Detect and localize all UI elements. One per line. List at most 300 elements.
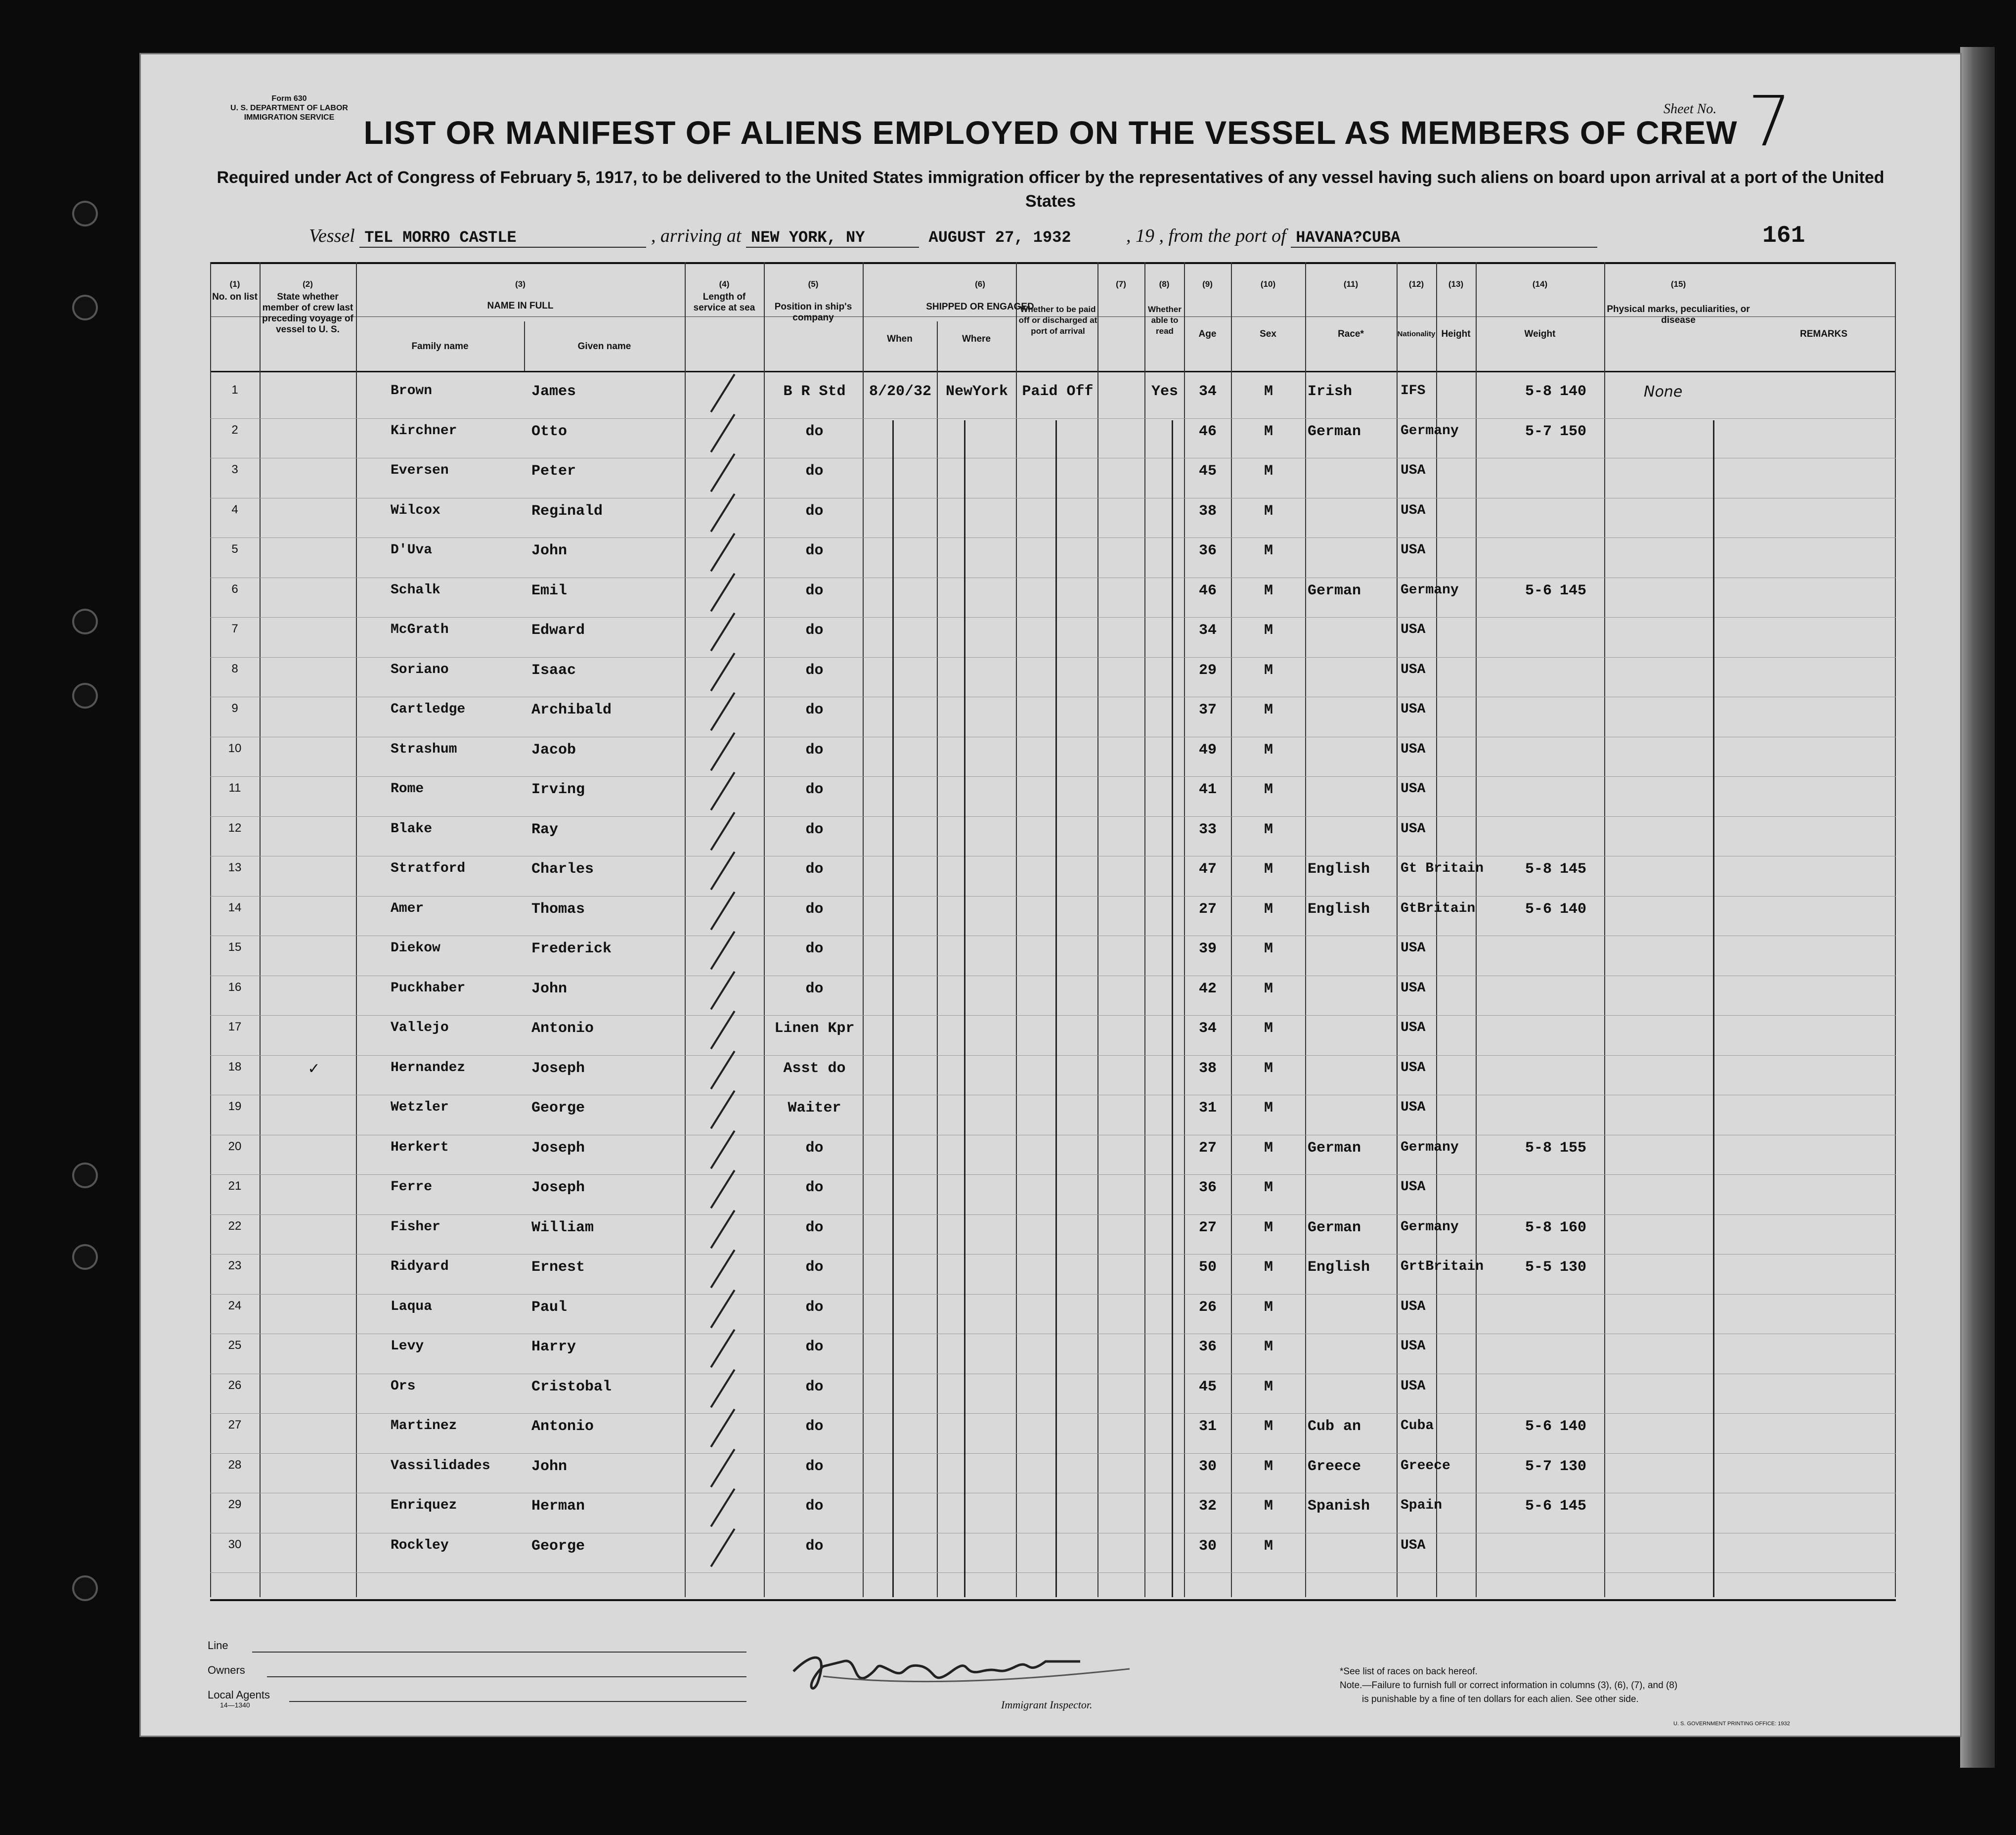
cell-race: Cub an [1308, 1418, 1361, 1435]
cell-position: do [805, 1298, 824, 1316]
cell-given: Ray [531, 821, 559, 838]
cell-given: Harry [531, 1339, 576, 1355]
cell-marks: None [1644, 383, 1683, 401]
year-label: , 19 [1126, 225, 1154, 246]
cell-given: Archibald [531, 702, 612, 718]
agents-code: 14—1340 [220, 1701, 250, 1709]
cell-nationality: Gt Britain [1401, 861, 1484, 876]
fine-note-2: is punishable by a fine of ten dollars for each alien. See other side. [1362, 1694, 1639, 1704]
header-bottom-rule [210, 371, 1896, 372]
col15-num: (15) [1670, 279, 1686, 289]
cell-family: Amer [391, 900, 424, 916]
owners-label: Owners [208, 1664, 245, 1676]
cell-nationality: USA [1401, 502, 1426, 518]
cell-sex: M [1264, 1259, 1273, 1276]
cell-given: Joseph [531, 1179, 585, 1196]
cell-given: Edward [531, 622, 585, 639]
cell-nationality: USA [1401, 980, 1426, 996]
ditto-line [1172, 420, 1173, 1597]
cell-sex: M [1264, 1458, 1273, 1475]
agents-label: Local Agents [208, 1689, 270, 1701]
cell-family: Ors [391, 1378, 416, 1394]
cell-sex: M [1264, 1298, 1273, 1316]
cell-age: 42 [1198, 980, 1217, 997]
arrival-port: NEW YORK, NY [746, 228, 919, 248]
col7-label: Whether to be paid off or discharged at port of arrival [1018, 305, 1097, 336]
cell-no: 12 [228, 821, 242, 835]
cell-height: 5-6 [1525, 1418, 1552, 1435]
cell-read: Yes [1151, 383, 1178, 400]
col3-label: NAME IN FULL [487, 301, 554, 311]
cell-age: 27 [1198, 900, 1217, 918]
cell-nationality: Germany [1401, 1139, 1459, 1155]
binder-hole [74, 1246, 96, 1268]
row-rule [210, 1572, 1896, 1573]
cell-position: do [805, 781, 824, 798]
row-rule [210, 776, 1896, 777]
owners-underline [267, 1676, 746, 1677]
cell-family: Vallejo [391, 1020, 449, 1035]
cell-sex: M [1264, 1498, 1273, 1515]
cell-sex: M [1264, 781, 1273, 798]
cell-age: 27 [1198, 1139, 1217, 1157]
cell-age: 49 [1198, 741, 1217, 759]
cell-race: English [1308, 861, 1370, 878]
remarks-header: REMARKS [1799, 329, 1848, 339]
cell-no: 11 [228, 781, 241, 795]
cell-position: do [805, 542, 824, 559]
cell-position: do [805, 741, 824, 759]
cell-prev: ✓ [307, 1060, 320, 1077]
cell-given: William [531, 1219, 594, 1236]
line-label: Line [208, 1639, 228, 1652]
binder-hole [74, 1577, 96, 1599]
cell-sex: M [1264, 900, 1273, 918]
cell-sex: M [1264, 1020, 1273, 1037]
row-rule [210, 1174, 1896, 1175]
cell-position: do [805, 702, 824, 718]
cell-given: John [531, 1458, 568, 1475]
cell-weight: 145 [1560, 1498, 1587, 1515]
binder-hole [74, 1164, 96, 1186]
cell-sex: M [1264, 662, 1273, 679]
cell-given: Peter [531, 463, 576, 480]
cell-given: Herman [531, 1498, 585, 1515]
cell-position: B R Std [783, 383, 846, 400]
cell-no: 5 [231, 542, 238, 556]
cell-weight: 150 [1560, 423, 1587, 440]
cell-age: 31 [1198, 1418, 1217, 1435]
cell-nationality: USA [1401, 940, 1426, 956]
cell-family: McGrath [391, 622, 449, 637]
cell-given: Frederick [531, 940, 612, 957]
cell-position: do [805, 1339, 824, 1355]
cell-position: do [805, 1179, 824, 1196]
cell-age: 41 [1198, 781, 1217, 798]
cell-nationality: USA [1401, 1100, 1426, 1115]
cell-sex: M [1264, 622, 1273, 639]
cell-no: 1 [231, 383, 238, 397]
cell-nationality: Germany [1401, 1219, 1459, 1235]
row-rule [210, 1453, 1896, 1454]
col7-num: (7) [1116, 279, 1126, 289]
col4-label: Length of service at sea [693, 292, 755, 313]
cell-family: Brown [391, 383, 433, 399]
binder-hole [74, 611, 96, 632]
cell-weight: 160 [1560, 1219, 1587, 1236]
cell-family: Vassilidades [391, 1458, 490, 1474]
cell-position: do [805, 1458, 824, 1475]
cell-weight: 140 [1560, 383, 1587, 400]
where-header: Where [962, 334, 991, 344]
cell-sex: M [1264, 1060, 1273, 1077]
cell-weight: 145 [1560, 582, 1587, 599]
printer-imprint: U. S. GOVERNMENT PRINTING OFFICE: 1932 [1673, 1721, 1790, 1727]
cell-height: 5-8 [1525, 1139, 1552, 1157]
cell-age: 31 [1198, 1100, 1217, 1117]
ditto-line [1055, 420, 1057, 1597]
cell-given: John [531, 980, 568, 997]
cell-sex: M [1264, 861, 1273, 878]
cell-position: do [805, 1498, 824, 1515]
cell-age: 32 [1198, 1498, 1217, 1515]
manifest-page [141, 54, 1960, 1736]
cell-sex: M [1264, 1139, 1273, 1157]
cell-position: do [805, 900, 824, 918]
cell-nationality: USA [1401, 1020, 1426, 1035]
cell-nationality: USA [1401, 702, 1426, 717]
race-header: Race* [1338, 329, 1364, 339]
cell-race: German [1308, 1139, 1361, 1157]
cell-age: 39 [1198, 940, 1217, 957]
cell-nationality: Germany [1401, 423, 1459, 439]
race-note: *See list of races on back hereof. [1340, 1666, 1478, 1677]
physical-marks-header: Physical marks, peculiarities, or disease [1607, 304, 1750, 325]
cell-age: 36 [1198, 1339, 1217, 1355]
fine-note-1: Note.—Failure to furnish full or correct information in columns (3), (6), (7), and (8) [1340, 1680, 1678, 1691]
cell-weight: 130 [1560, 1259, 1587, 1276]
sheet-label: Sheet No. [1664, 101, 1717, 117]
cell-weight: 155 [1560, 1139, 1587, 1157]
cell-given: Charles [531, 861, 594, 878]
cell-race: Spanish [1308, 1498, 1370, 1515]
cell-nationality: USA [1401, 1339, 1426, 1354]
vessel-name: TEL MORRO CASTLE [359, 228, 646, 248]
cell-no: 30 [228, 1537, 242, 1551]
cell-nationality: USA [1401, 542, 1426, 558]
cell-height: 5-6 [1525, 900, 1552, 918]
cell-family: Cartledge [391, 702, 466, 717]
cell-family: D'Uva [391, 542, 433, 558]
cell-when: 8/20/32 [869, 383, 932, 400]
cell-family: Strashum [391, 741, 457, 757]
cell-weight: 130 [1560, 1458, 1587, 1475]
cell-position: do [805, 582, 824, 599]
cell-given: Jacob [531, 741, 576, 759]
cell-height: 5-6 [1525, 1498, 1552, 1515]
given-name-header: Given name [577, 341, 631, 352]
cell-no: 23 [228, 1259, 242, 1272]
page-number: 161 [1762, 223, 1805, 249]
cell-nationality: GrtBritain [1401, 1259, 1484, 1274]
cell-age: 50 [1198, 1259, 1217, 1276]
departure-port: HAVANA?CUBA [1291, 228, 1597, 248]
cell-sex: M [1264, 1378, 1273, 1395]
cell-nationality: USA [1401, 1298, 1426, 1314]
cell-weight: 140 [1560, 900, 1587, 918]
cell-given: Paul [531, 1298, 568, 1316]
col12-num: (12) [1408, 279, 1424, 289]
col8-num: (8) [1159, 279, 1170, 289]
cell-where: NewYork [945, 383, 1008, 400]
cell-nationality: Germany [1401, 582, 1459, 598]
cell-given: Isaac [531, 662, 576, 679]
cell-nationality: USA [1401, 741, 1426, 757]
cell-family: Fisher [391, 1219, 440, 1235]
cell-position: do [805, 821, 824, 838]
row-rule [210, 1055, 1896, 1056]
row-rule [210, 537, 1896, 538]
cell-no: 3 [231, 463, 238, 476]
col1-label: No. on list [212, 292, 258, 302]
cell-age: 46 [1198, 582, 1217, 599]
from-label: , from the port of [1159, 225, 1286, 246]
cell-position: do [805, 463, 824, 480]
cell-no: 25 [228, 1339, 242, 1352]
cell-given: Reginald [531, 502, 603, 520]
cell-given: George [531, 1100, 585, 1117]
cell-given: George [531, 1537, 585, 1555]
cell-age: 36 [1198, 542, 1217, 559]
cell-position: Linen Kpr [774, 1020, 855, 1037]
line-underline [252, 1652, 746, 1653]
col5-num: (5) [808, 279, 819, 289]
family-name-header: Family name [411, 341, 469, 352]
cell-given: Ernest [531, 1259, 585, 1276]
cell-sex: M [1264, 582, 1273, 599]
cell-sex: M [1264, 702, 1273, 718]
agents-underline [289, 1701, 746, 1702]
cell-sex: M [1264, 1339, 1273, 1355]
cell-no: 15 [228, 940, 242, 954]
cell-sex: M [1264, 502, 1273, 520]
cell-given: Antonio [531, 1418, 594, 1435]
cell-race: German [1308, 1219, 1361, 1236]
cell-age: 26 [1198, 1298, 1217, 1316]
cell-position: do [805, 502, 824, 520]
cell-race: English [1308, 1259, 1370, 1276]
cell-sex: M [1264, 1179, 1273, 1196]
cell-race: Greece [1308, 1458, 1361, 1475]
cell-nationality: USA [1401, 662, 1426, 677]
cell-weight: 140 [1560, 1418, 1587, 1435]
cell-height: 5-8 [1525, 861, 1552, 878]
cell-no: 29 [228, 1498, 242, 1511]
cell-family: Ferre [391, 1179, 433, 1195]
cell-given: Emil [531, 582, 568, 599]
col3-num: (3) [515, 279, 526, 289]
cell-given: Cristobal [531, 1378, 612, 1395]
cell-nationality: USA [1401, 1179, 1426, 1195]
cell-age: 46 [1198, 423, 1217, 440]
cell-sex: M [1264, 1100, 1273, 1117]
cell-family: Rome [391, 781, 424, 797]
cell-sex: M [1264, 463, 1273, 480]
cell-no: 20 [228, 1139, 242, 1153]
cell-no: 22 [228, 1219, 242, 1233]
cell-no: 14 [228, 900, 242, 914]
cell-nationality: USA [1401, 463, 1426, 478]
cell-given: Joseph [531, 1060, 585, 1077]
cell-position: do [805, 861, 824, 878]
cell-height: 5-7 [1525, 1458, 1552, 1475]
cell-sex: M [1264, 741, 1273, 759]
cell-height: 5-7 [1525, 423, 1552, 440]
cell-race: German [1308, 582, 1361, 599]
vessel-label: Vessel [309, 225, 355, 246]
col5-label: Position in ship's company [774, 302, 852, 323]
cell-no: 4 [231, 502, 238, 516]
col4-num: (4) [719, 279, 730, 289]
cell-no: 27 [228, 1418, 242, 1432]
service: IMMIGRATION SERVICE [244, 113, 335, 122]
cell-no: 21 [228, 1179, 242, 1193]
cell-weight: 145 [1560, 861, 1587, 878]
cell-age: 29 [1198, 662, 1217, 679]
cell-given: John [531, 542, 568, 559]
cell-family: Puckhaber [391, 980, 466, 996]
cell-sex: M [1264, 1537, 1273, 1555]
col13-num: (13) [1448, 279, 1464, 289]
cell-no: 26 [228, 1378, 242, 1392]
cell-age: 34 [1198, 1020, 1217, 1037]
col8-label: Whether able to read [1148, 305, 1182, 336]
when-header: When [887, 334, 913, 344]
form-number: Form 630 [271, 94, 307, 103]
cell-age: 30 [1198, 1537, 1217, 1555]
ditto-line [1713, 420, 1714, 1597]
cell-position: Waiter [788, 1100, 841, 1117]
cell-position: do [805, 940, 824, 957]
cell-family: Levy [391, 1339, 424, 1354]
cell-no: 6 [231, 582, 238, 596]
cell-nationality: USA [1401, 1537, 1426, 1553]
cell-no: 8 [231, 662, 238, 675]
cell-position: do [805, 622, 824, 639]
cell-age: 38 [1198, 502, 1217, 520]
cell-nationality: USA [1401, 1378, 1426, 1394]
cell-race: German [1308, 423, 1361, 440]
col10-num: (10) [1260, 279, 1276, 289]
page-subtitle: Required under Act of Congress of February 5, 1917, to be delivered to the United States immigration officer by the representatives of any vessel having such aliens on board upon arrival at a port of the United States [217, 168, 1885, 211]
binder-hole [74, 685, 96, 707]
cell-nationality: Spain [1401, 1498, 1443, 1513]
cell-position: do [805, 662, 824, 679]
cell-race: English [1308, 900, 1370, 918]
cell-paid: Paid Off [1022, 383, 1094, 400]
cell-given: James [531, 383, 576, 400]
cell-age: 34 [1198, 622, 1217, 639]
cell-position: do [805, 980, 824, 997]
row-rule [210, 1214, 1896, 1215]
weight-header: Weight [1524, 329, 1556, 339]
inspector-signature [784, 1632, 1179, 1706]
cell-sex: M [1264, 383, 1273, 400]
cell-family: Wilcox [391, 502, 440, 518]
cell-age: 36 [1198, 1179, 1217, 1196]
cell-no: 10 [228, 741, 242, 755]
cell-given: Otto [531, 423, 568, 440]
inspector-label: Immigrant Inspector. [1001, 1699, 1093, 1711]
arriving-label: , arriving at [651, 225, 742, 246]
cell-nationality: IFS [1401, 383, 1426, 399]
cell-sex: M [1264, 940, 1273, 957]
col6-num: (6) [975, 279, 985, 289]
cell-height: 5-5 [1525, 1259, 1552, 1276]
cell-age: 45 [1198, 463, 1217, 480]
cell-no: 9 [231, 702, 238, 715]
cell-given: Antonio [531, 1020, 594, 1037]
cell-no: 18 [228, 1060, 242, 1074]
cell-family: Kirchner [391, 423, 457, 439]
row-rule [210, 1413, 1896, 1414]
cell-no: 24 [228, 1298, 242, 1312]
cell-family: Ridyard [391, 1259, 449, 1274]
cell-family: Soriano [391, 662, 449, 677]
sex-header: Sex [1260, 329, 1276, 339]
cell-family: Eversen [391, 463, 449, 478]
cell-age: 34 [1198, 383, 1217, 400]
row-rule [210, 1015, 1896, 1016]
page-edge-shadow [1960, 47, 1995, 1768]
col9-num: (9) [1202, 279, 1213, 289]
cell-nationality: Greece [1401, 1458, 1450, 1474]
sheet-number: 7 [1748, 82, 1792, 162]
age-header: Age [1198, 329, 1217, 339]
cell-sex: M [1264, 423, 1273, 440]
cell-age: 45 [1198, 1378, 1217, 1395]
col2-num: (2) [303, 279, 313, 289]
cell-position: do [805, 1139, 824, 1157]
vessel-line [309, 225, 1597, 248]
cell-age: 37 [1198, 702, 1217, 718]
col6-label: SHIPPED OR ENGAGED [926, 302, 1034, 312]
binder-hole [74, 297, 96, 318]
page-title: LIST OR MANIFEST OF ALIENS EMPLOYED ON THE VESSEL AS MEMBERS OF CREW [363, 114, 1738, 151]
row-rule [210, 816, 1896, 817]
cell-nationality: USA [1401, 622, 1426, 637]
cell-age: 47 [1198, 861, 1217, 878]
row-rule [210, 418, 1896, 419]
cell-position: Asst do [783, 1060, 846, 1077]
arrival-date: AUGUST 27, 1932 [928, 228, 1071, 247]
cell-position: do [805, 1259, 824, 1276]
cell-no: 28 [228, 1458, 242, 1472]
cell-position: do [805, 1378, 824, 1395]
cell-no: 19 [228, 1100, 242, 1113]
ditto-line [964, 420, 965, 1597]
cell-family: Laqua [391, 1298, 433, 1314]
ditto-line [892, 420, 894, 1597]
cell-given: Thomas [531, 900, 585, 918]
cell-sex: M [1264, 542, 1273, 559]
row-rule [210, 657, 1896, 658]
cell-height: 5-8 [1525, 1219, 1552, 1236]
cell-race: Irish [1308, 383, 1353, 400]
cell-nationality: USA [1401, 781, 1426, 797]
department: U. S. DEPARTMENT OF LABOR [230, 104, 348, 112]
cell-no: 7 [231, 622, 238, 635]
